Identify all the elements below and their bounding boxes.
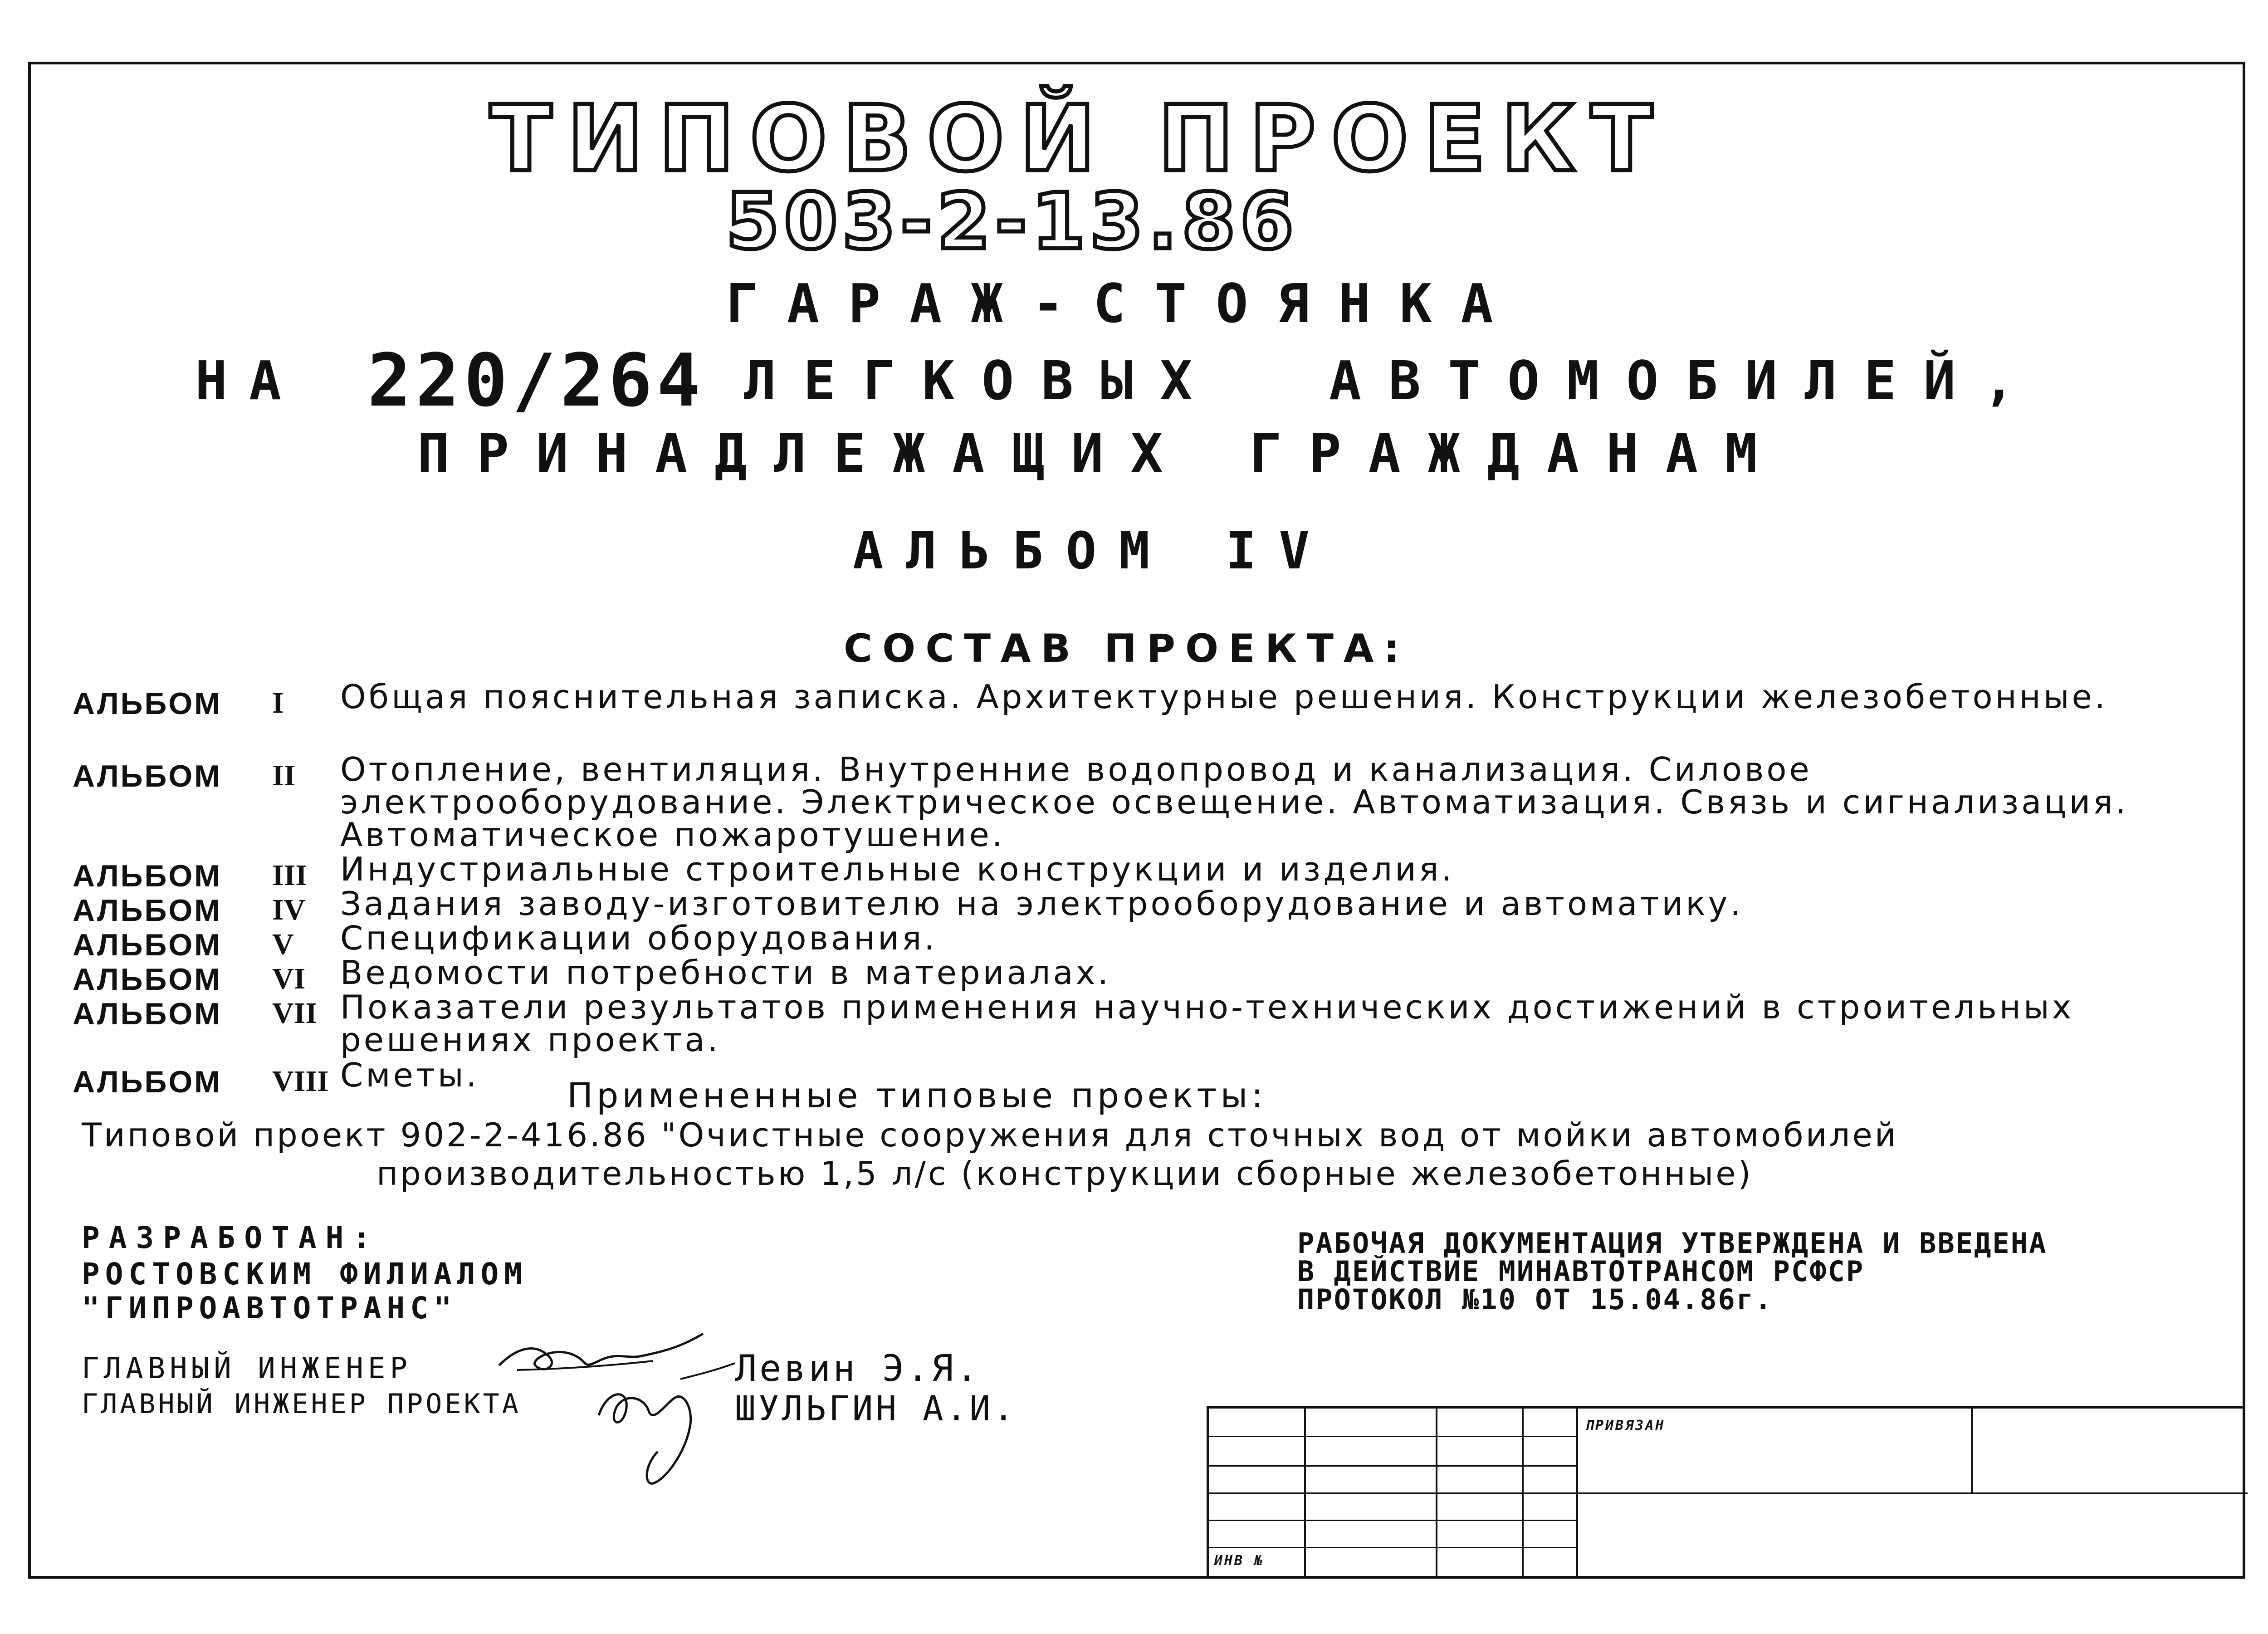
album-description: Индустриальные строительные конструкции и изделия.: [340, 850, 1455, 888]
album-description: Задания заводу-изготовителю на электрооборудование и автоматику.: [340, 885, 1744, 923]
album-description: Показатели результатов применения научно-технических достижений в строительных решениях проекта.: [340, 988, 2074, 1059]
album-number: VIII: [272, 1065, 329, 1098]
album-row: [73, 750, 2204, 854]
developer-org-line-2: "ГИПРОАВТОТРАНС": [82, 1291, 457, 1326]
developer-title: РАЗРАБОТАН:: [82, 1220, 380, 1255]
album-row: [73, 680, 2204, 753]
approval-line-1: РАБОЧАЯ ДОКУМЕНТАЦИЯ УТВЕРЖДЕНА И ВВЕДЕНА: [1297, 1227, 2048, 1260]
chief-engineer-name: Левин Э.Я.: [735, 1347, 981, 1389]
album-row: [73, 954, 2204, 997]
album-number: I: [272, 686, 284, 719]
stamp-hline: [1209, 1547, 1576, 1548]
album-label: АЛЬБОМ: [73, 686, 222, 721]
signature-chief-project-engineer: [590, 1361, 739, 1497]
stamp-hline: [1209, 1465, 1576, 1467]
stamp-bound-label: ПРИВЯЗАН: [1585, 1418, 1666, 1433]
approval-line-3: ПРОТОКОЛ №10 ОТ 15.04.86г.: [1297, 1283, 1773, 1316]
album-number: II: [272, 759, 296, 792]
album-number: VII: [272, 997, 318, 1030]
album-description: Отопление, вентиляция. Внутренние водопровод и канализация. Силовое электрооборудование. Электрическое освещение. Автоматизация. Связь и сигнализация. Автоматическое пожаротушение.: [340, 750, 2129, 854]
album-number: V: [272, 928, 294, 961]
album-number: III: [272, 859, 308, 892]
capacity-number: 220/264: [367, 338, 705, 423]
approval-block: [1297, 1229, 2047, 1314]
chief-project-engineer-role: ГЛАВНЫЙ ИНЖЕНЕР ПРОЕКТА: [82, 1388, 521, 1420]
album-label: АЛЬБОМ: [73, 1065, 222, 1099]
stamp-vline: [1971, 1409, 1973, 1492]
object-name-word-vehicles: АВТОМОБИЛЕЙ,: [1329, 349, 2043, 412]
stamp-hline: [1209, 1492, 2248, 1494]
album-row: [73, 988, 2204, 1059]
album-label: АЛЬБОМ: [73, 859, 222, 893]
title-line-1: ТИПОВОЙ ПРОЕКТ: [490, 86, 1668, 192]
album-row: [73, 919, 2204, 962]
stamp-table: [1207, 1406, 2245, 1579]
album-description: Спецификации оборудования.: [340, 919, 938, 957]
object-name-line-3: ПРИНАДЛЕЖАЩИХ ГРАЖДАНАМ: [417, 422, 1784, 484]
album-row: [73, 885, 2204, 928]
album-row: [73, 850, 2204, 893]
album-number: IV: [272, 893, 306, 926]
stamp-hline: [1209, 1436, 1576, 1437]
chief-project-engineer-name: ШУЛЬГИН А.И.: [735, 1388, 1017, 1429]
album-label: АЛЬБОМ: [73, 893, 222, 928]
object-name-line-1: ГАРАЖ-СТОЯНКА: [726, 272, 1522, 335]
album-label: АЛЬБОМ: [73, 759, 222, 793]
album-label: АЛЬБОМ: [73, 962, 222, 997]
album-label: АЛЬБОМ: [73, 928, 222, 962]
object-name-prefix: НА: [195, 349, 303, 412]
approval-line-2: В ДЕЙСТВИЕ МИНАВТОТРАНСОМ РСФСР: [1297, 1255, 1865, 1288]
object-name-word-cars: ЛЕГКОВЫХ: [744, 349, 1220, 412]
applied-project-line-2: производительностью 1,5 л/с (конструкции сборные железобетонные): [376, 1155, 1753, 1193]
album-heading: АЛЬБОМ IV: [853, 522, 1332, 581]
composition-title: СОСТАВ ПРОЕКТА:: [844, 626, 1409, 671]
stamp-inventory-label: ИНВ №: [1214, 1553, 1265, 1569]
album-description: Общая пояснительная записка. Архитектурные решения. Конструкции железобетонные.: [340, 678, 2108, 716]
applied-project-line-1: Типовой проект 902-2-416.86 "Очистные сооружения для сточных вод от мойки автомобилей: [82, 1116, 1898, 1154]
album-description: Сметы.: [340, 1056, 479, 1094]
album-number: VI: [272, 962, 306, 995]
stamp-hline: [1209, 1520, 1576, 1521]
album-label: АЛЬБОМ: [73, 997, 222, 1031]
applied-projects-title: Примененные типовые проекты:: [567, 1075, 1267, 1115]
developer-org-line-1: РОСТОВСКИМ ФИЛИАЛОМ: [82, 1257, 528, 1292]
album-description: Ведомости потребности в материалах.: [340, 954, 1111, 992]
chief-engineer-role: ГЛАВНЫЙ ИНЖЕНЕР: [82, 1352, 412, 1385]
project-number: 503-2-13.86: [726, 177, 1298, 267]
